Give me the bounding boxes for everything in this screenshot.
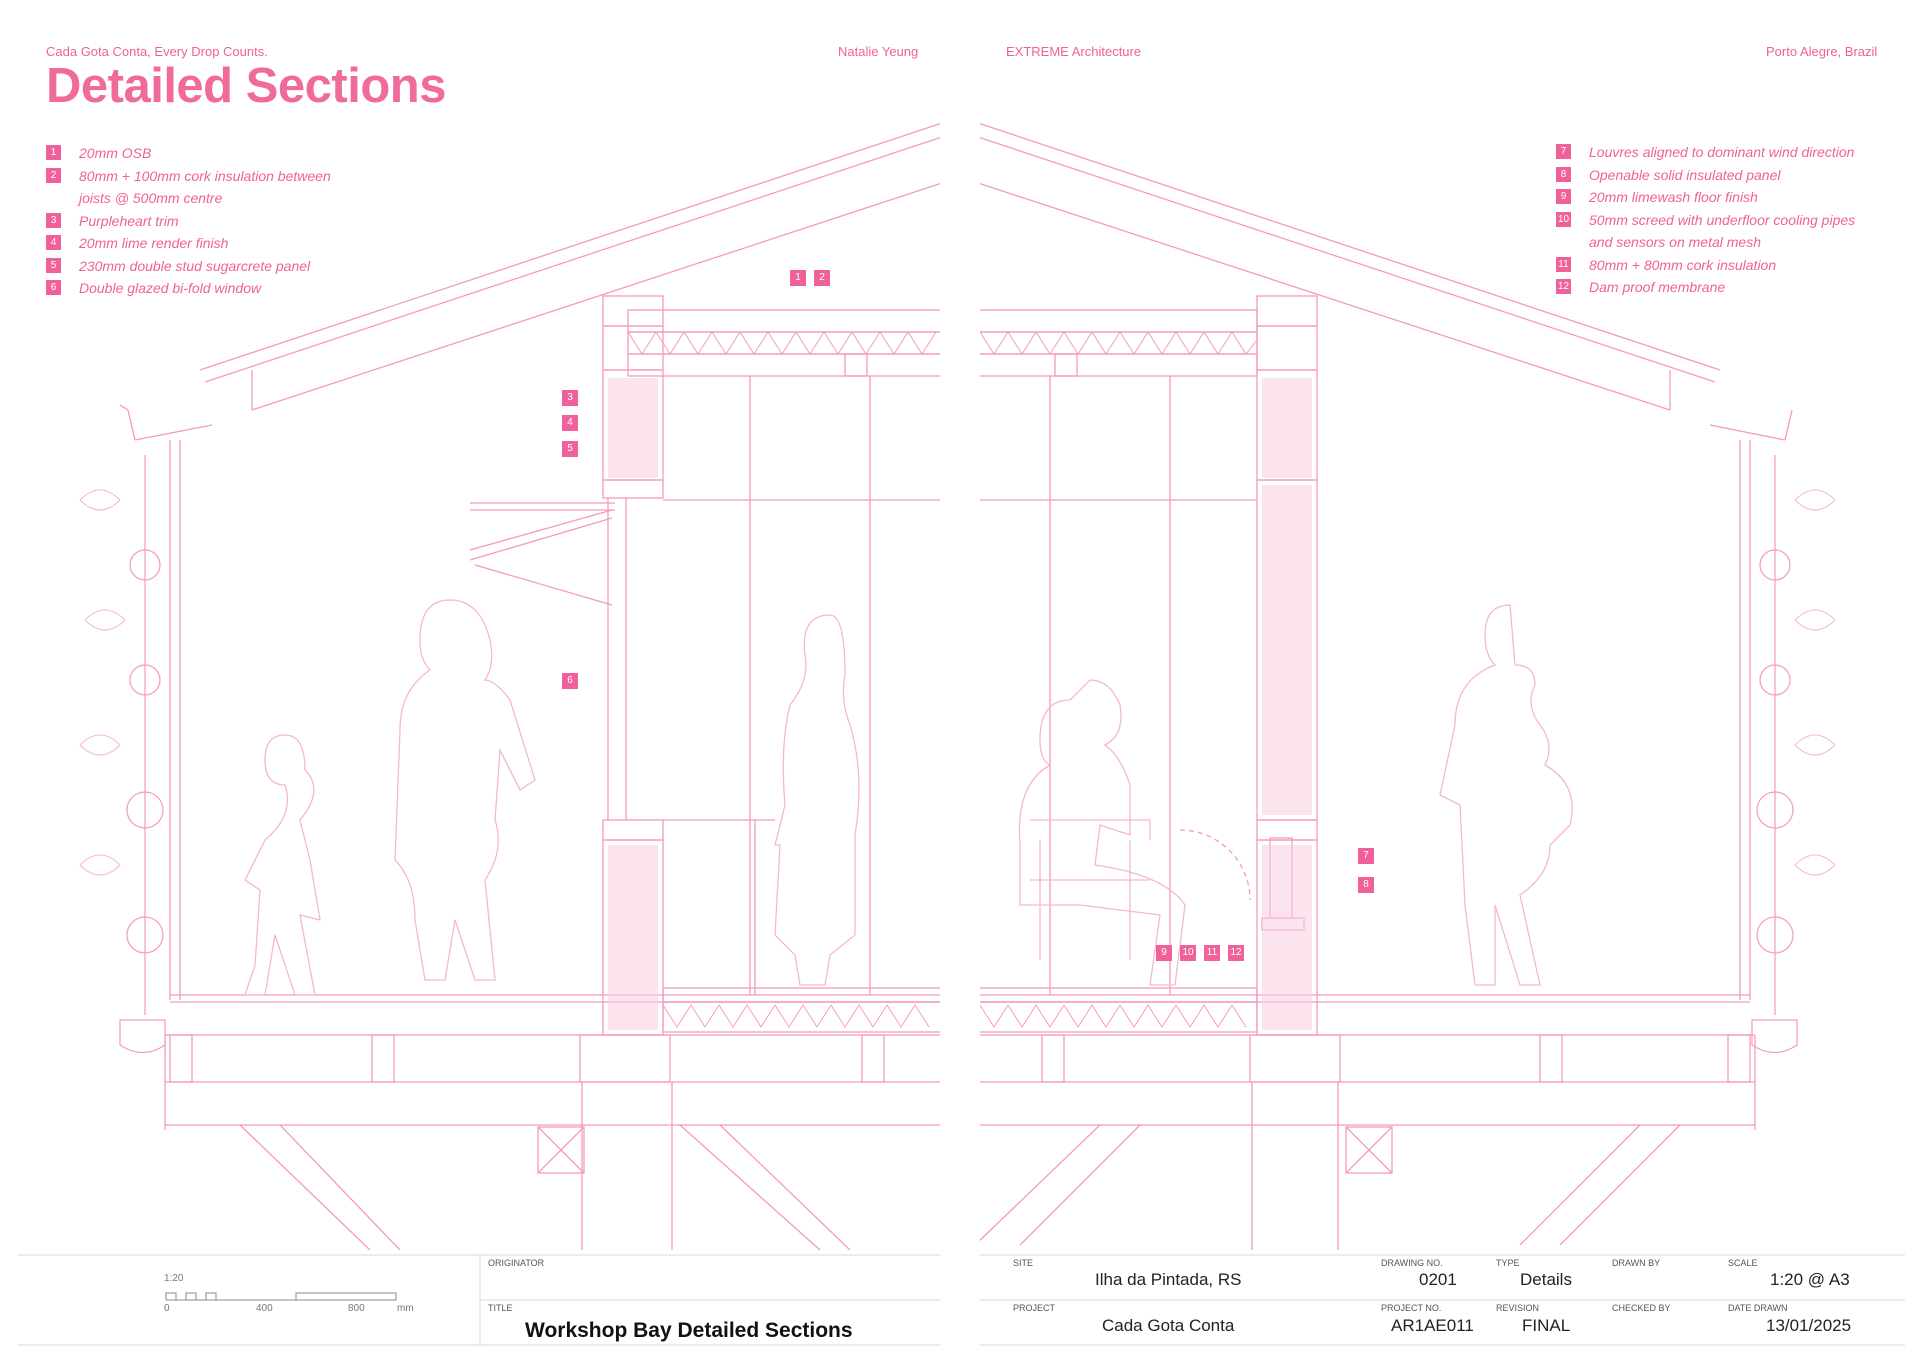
callout-2: 2 <box>814 270 830 286</box>
legend-item: 8 Openable solid insulated panel <box>1556 164 1855 187</box>
callout-10: 10 <box>1180 945 1196 961</box>
scale-ratio: 1:20 <box>164 1273 184 1284</box>
type-label: TYPE <box>1496 1258 1520 1268</box>
date-label: DATE DRAWN <box>1728 1303 1788 1313</box>
callout-12: 12 <box>1228 945 1244 961</box>
legend-item: 10 50mm screed with underfloor cooling pipes and sensors on metal mesh <box>1557 211 1856 250</box>
title-label: TITLE <box>488 1303 513 1313</box>
right-title-block-lines <box>980 0 1920 1357</box>
scale-value: 1:20 @ A3 <box>1770 1270 1850 1289</box>
legend-item: 1 20mm OSB <box>46 142 331 165</box>
scale-unit: mm <box>397 1303 414 1314</box>
callout-9: 9 <box>1156 945 1172 961</box>
callout-6: 6 <box>562 673 578 689</box>
callout-8: 8 <box>1358 877 1374 893</box>
project-no-label: PROJECT NO. <box>1381 1303 1442 1313</box>
site-label: SITE <box>1013 1258 1034 1268</box>
callout-4: 4 <box>562 415 578 431</box>
left-sheet <box>0 0 940 1357</box>
studio-name: EXTREME Architecture <box>1006 44 1142 59</box>
callout-7: 7 <box>1358 848 1374 864</box>
legend-item: 3 Purpleheart trim <box>46 210 331 233</box>
callout-5: 5 <box>562 441 578 457</box>
drawing-no-label: DRAWING NO. <box>1381 1258 1443 1268</box>
right-sheet <box>980 0 1920 1357</box>
type-value: Details <box>1520 1270 1572 1289</box>
legend-item: 4 20mm lime render finish <box>46 232 331 255</box>
revision-value: FINAL <box>1522 1316 1571 1335</box>
project-label: PROJECT <box>1013 1303 1056 1313</box>
legend-item: 12 Dam proof membrane <box>1557 279 1726 295</box>
legend-item: 11 80mm + 80mm cork insulation <box>1556 254 1855 277</box>
legend-item: 7 Louvres aligned to dominant wind direction <box>1556 141 1855 164</box>
scale-tick-800: 800 <box>348 1303 365 1314</box>
scale-label: SCALE <box>1728 1258 1758 1268</box>
legend-item: 5 230mm double stud sugarcrete panel <box>46 255 331 278</box>
drawing-title: Workshop Bay Detailed Sections <box>525 1319 853 1342</box>
legend-item: 9 20mm limewash floor finish <box>1556 186 1855 209</box>
scale-tick-400: 400 <box>256 1303 273 1314</box>
callout-3: 3 <box>562 390 578 406</box>
revision-label: REVISION <box>1496 1303 1540 1313</box>
drawing-no-value: 0201 <box>1419 1270 1457 1289</box>
author-name: Natalie Yeung <box>838 44 919 59</box>
callout-11: 11 <box>1204 945 1220 961</box>
drawn-by-label: DRAWN BY <box>1612 1258 1661 1268</box>
project-no-value: AR1AE011 <box>1391 1316 1474 1335</box>
location: Porto Alegre, Brazil <box>1766 44 1878 59</box>
scale-tick-0: 0 <box>164 1303 170 1314</box>
page-title: Detailed Sections <box>46 59 446 113</box>
left-title-block-lines <box>0 0 940 1357</box>
date-value: 13/01/2025 <box>1766 1316 1852 1335</box>
originator-label: ORIGINATOR <box>488 1258 545 1268</box>
legend-item: 6 Double glazed bi-fold window <box>46 277 331 300</box>
legend-item: 2 80mm + 100mm cork insulation between joists @ 500mm centre <box>46 165 331 210</box>
site-value: Ilha da Pintada, RS <box>1095 1270 1242 1289</box>
callout-1: 1 <box>790 270 806 286</box>
checked-by-label: CHECKED BY <box>1612 1303 1671 1313</box>
project-tagline: Cada Gota Conta, Every Drop Counts. <box>46 44 268 59</box>
project-value: Cada Gota Conta <box>1102 1316 1235 1335</box>
